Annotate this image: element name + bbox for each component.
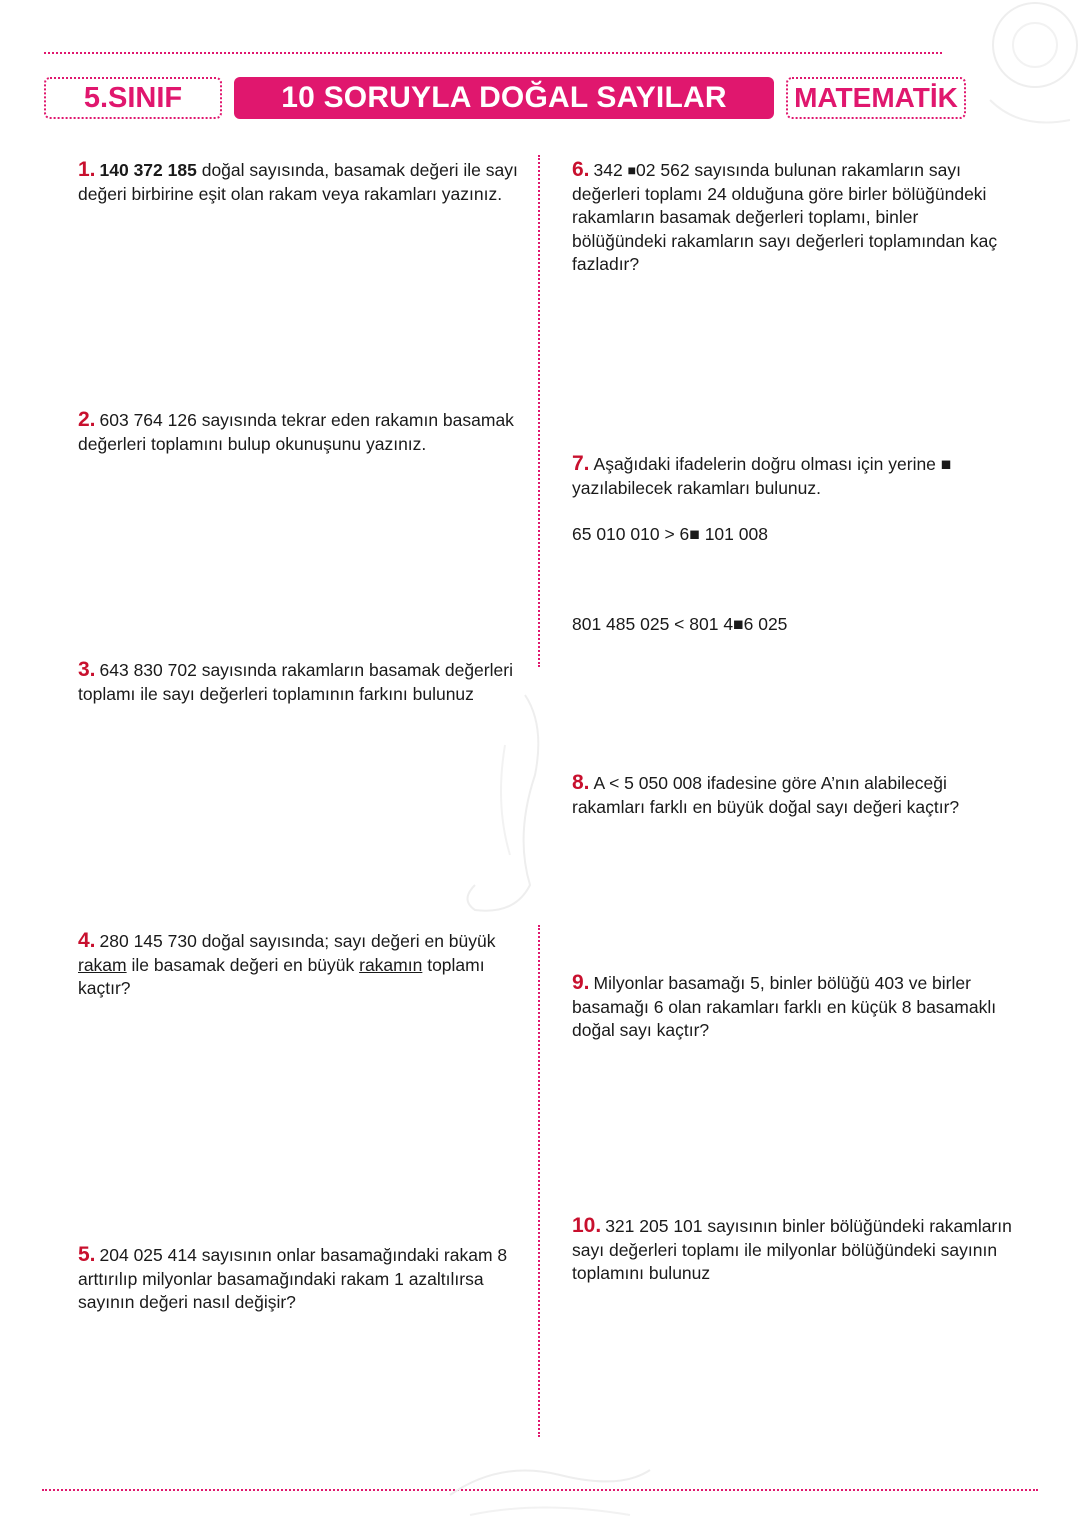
- question-text: 280 145 730 doğal sayısında; sayı değeri en büyük: [99, 931, 496, 951]
- question-2: [78, 408, 518, 456]
- column-divider-upper: [538, 155, 540, 667]
- question-number: 8.: [572, 771, 590, 794]
- question-number: 9.: [572, 971, 590, 994]
- underlined-word: rakam: [78, 954, 127, 975]
- question-text: Milyonlar basamağı 5, binler bölüğü 403 ve birler basamağı 6 olan rakamları farklı en küçük 8 basamaklı doğal sayı kaçtır?: [572, 973, 997, 1040]
- question-text: toplamı kaçtır?: [78, 954, 485, 998]
- question-10: [572, 1214, 1017, 1286]
- question-7: [572, 452, 1017, 500]
- inequality-1: 65 010 010 > 6■ 101 008: [572, 524, 768, 544]
- question-1: [78, 158, 518, 206]
- question-text: 342: [593, 160, 628, 180]
- question-text: 643 830 702 sayısında rakamların basamak değerleri toplamı ile sayı değerleri toplamının farkını bulunuz: [78, 660, 513, 704]
- question-5: [78, 1243, 518, 1315]
- underlined-word: rakamın: [359, 954, 423, 975]
- question-8: [572, 771, 1017, 819]
- question-text: A < 5 050 008 ifadesine göre A’nın alabileceği rakamları farklı en büyük doğal sayı değeri kaçtır?: [572, 773, 960, 817]
- question-number: 10.: [572, 1214, 602, 1237]
- question-bold-number: 140 372 185: [99, 160, 197, 180]
- inequality-2: 801 485 025 < 801 4■6 025: [572, 614, 788, 634]
- question-9: [572, 971, 1017, 1043]
- question-text: doğal sayısında, basamak değeri ile sayı değeri birbirine eşit olan rakam veya rakamları yazınız.: [78, 160, 518, 204]
- question-3: [78, 658, 518, 706]
- top-dotted-rule: [44, 52, 942, 54]
- blank-square-icon: ■: [627, 162, 637, 178]
- question-number: 4.: [78, 929, 96, 952]
- question-number: 5.: [78, 1243, 96, 1266]
- question-number: 6.: [572, 158, 590, 181]
- decorative-sketch-top-right: [930, 0, 1080, 150]
- decorative-sketch-bottom: [440, 1455, 660, 1525]
- question-text: Aşağıdaki ifadelerin doğru olması için yerine ■ yazılabilecek rakamları bulunuz.: [572, 454, 952, 498]
- question-4: [78, 929, 518, 1001]
- question-number: 7.: [572, 452, 590, 475]
- question-text: 603 764 126 sayısında tekrar eden rakamın basamak değerleri toplamını bulup okunuşunu yazınız.: [78, 410, 514, 454]
- grade-label: 5.SINIF: [44, 77, 222, 119]
- question-text: 02 562 sayısında bulunan rakamların sayı değerleri toplamı 24 olduğuna göre birler bölüğündeki rakamların basamak değerleri toplamı, binler bölüğündeki rakamların sayı değerleri toplamından kaç fazladır?: [572, 160, 998, 274]
- question-number: 3.: [78, 658, 96, 681]
- decorative-sketch-center: [455, 685, 575, 925]
- column-divider-lower: [538, 925, 540, 1437]
- question-text: 321 205 101 sayısının binler bölüğündeki rakamların sayı değerleri toplamı ile milyonlar bölüğündeki sayının toplamını bulunuz: [572, 1216, 1012, 1283]
- question-text: ile basamak değeri en büyük: [126, 954, 360, 975]
- subject-label: MATEMATİK: [786, 77, 966, 119]
- question-6: [572, 158, 1017, 277]
- question-number: 2.: [78, 408, 96, 431]
- question-number: 1.: [78, 158, 96, 181]
- worksheet-title: 10 SORUYLA DOĞAL SAYILAR: [234, 77, 774, 119]
- question-text: 204 025 414 sayısının onlar basamağındaki rakam 8 arttırılıp milyonlar basamağındaki rakam 1 azaltılırsa sayının değeri nasıl değişir?: [78, 1245, 508, 1312]
